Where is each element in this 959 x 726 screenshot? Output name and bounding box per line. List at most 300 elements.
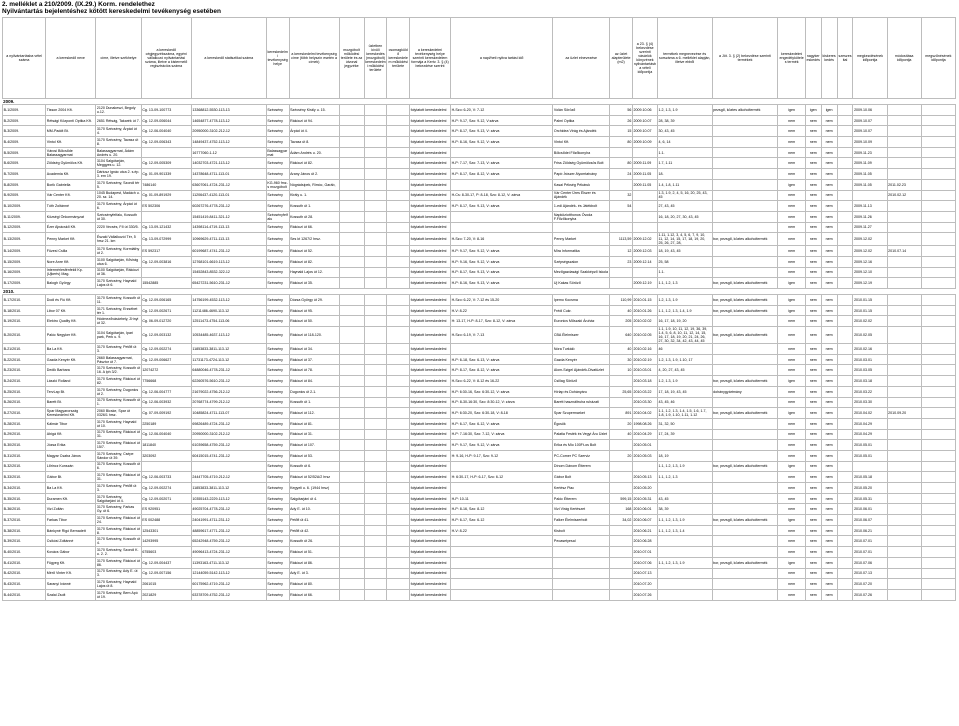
page-title — [0, 0, 959, 15]
table-cell-kiv — [364, 158, 387, 169]
table-cell-area — [610, 525, 633, 536]
table-cell-cs — [387, 246, 410, 257]
table-cell-prod: 27, 43, 45 — [657, 201, 712, 212]
table-cell-nagy: nem — [805, 246, 821, 257]
table-cell-n: B-35/2010. — [3, 493, 46, 504]
table-cell-addr: 3170 Szécsény, Árpád út 6. — [96, 201, 141, 212]
table-cell-area: 24 — [610, 169, 633, 180]
col-header: termékek megnevezése és sorszáma a 6. melléklet alapján, illetve ebből — [657, 18, 712, 99]
table-cell-mb — [339, 472, 364, 483]
table-cell-kiv — [364, 354, 387, 365]
table-cell-kis: nem — [821, 179, 837, 190]
table-cell-sz — [837, 327, 853, 344]
table-cell-eng: nem — [778, 579, 805, 590]
table-cell-shop: Orchidea Virág és Ajándék — [553, 126, 610, 137]
table-cell-kis: nem — [821, 515, 837, 526]
table-cell-stat: 14849437-4752-113-12 — [191, 137, 266, 148]
table-cell-area: 168 — [610, 504, 633, 515]
table-cell-cg: Cg. 12-09-002071 — [141, 493, 191, 504]
col-header: a 23. § (4) bekezdése szerinti vásárlók könyvének nyilvántartásba vételi időpontja — [632, 18, 657, 99]
table-cell-name: Spar Magyarország Kereskedelmi Kft. — [46, 408, 96, 419]
table-cell-n: B-37/2010. — [3, 515, 46, 526]
table-row — [3, 408, 956, 419]
table-cell-nagy: nem — [805, 158, 821, 169]
table-row — [3, 179, 956, 190]
table-cell-eng: igen — [778, 179, 805, 190]
table-cell-end — [921, 504, 955, 515]
table-cell-start: 2009.10.06 — [853, 105, 887, 116]
table-cell-mod — [887, 256, 921, 267]
table-cell-addr: 3170 Szécsény, Rákóczi út 31. — [96, 473, 140, 482]
table-cell-sz — [837, 137, 853, 148]
table-cell-prod: 16, 17, 18, 19, 20 — [657, 316, 712, 327]
table-cell-prod: 43, 45, 46 — [657, 397, 712, 408]
table-cell-cg: Cg. 12-09-004437 — [141, 557, 191, 568]
table-cell-kiv — [364, 461, 387, 472]
table-cell-date: 2010.07.26 — [632, 589, 657, 600]
table-cell-loc: Arany János út 2. — [289, 169, 339, 180]
table-cell-jov — [712, 589, 778, 600]
col-header: a kereskedő cégjegyzékszáma, egyéni vállalkozó nyilvántartási száma, illetve a kistermelő regisztrációs száma — [141, 18, 191, 99]
table-cell-form: folytatott kereskedelmi — [410, 354, 451, 365]
table-cell-name: Vizi Zoltán — [46, 504, 96, 515]
table-cell-jov — [712, 504, 778, 515]
table-cell-loc: Ady E. út 3. — [289, 568, 339, 579]
table-cell-end — [921, 115, 955, 126]
table-cell-n: B-2/2009. — [3, 115, 46, 126]
table-cell-nagy: nem — [805, 557, 821, 568]
table-cell-area — [610, 278, 633, 289]
table-cell-start: 2009.11.27 — [853, 222, 887, 233]
table-cell-cg: ES 920951 — [141, 504, 191, 515]
table-cell-nagy: nem — [805, 376, 821, 387]
table-cell-mb — [339, 408, 364, 419]
table-cell-hours: H-P: 9-16, Szo: 9-12, V: zárva — [450, 256, 552, 267]
table-cell-kiv — [364, 408, 387, 419]
table-cell-mb — [339, 169, 364, 180]
table-cell-area — [610, 568, 633, 579]
table-cell-cg: Cg. 12-09-002671 — [141, 305, 191, 316]
table-cell-place: Szécsény — [266, 429, 289, 440]
table-cell-area: 891 — [610, 408, 633, 419]
table-cell-nagy: nem — [805, 126, 821, 137]
table-cell-n: B-13/2009. — [3, 233, 46, 246]
table-row — [3, 169, 956, 180]
table-cell-mb — [339, 589, 364, 600]
table-cell-eng: nem — [778, 429, 805, 440]
table-cell-stat: 11206437-4120-113-01 — [191, 190, 266, 201]
table-cell-nagy: nem — [805, 472, 821, 483]
table-cell-place: Szécsény — [266, 233, 289, 246]
table-cell-form: folytatott kereskedelmi — [410, 327, 451, 344]
table-cell-loc: Rákóczi út 81. — [289, 418, 339, 429]
table-cell-jov — [712, 256, 778, 267]
table-cell-addr: 3104 Salgótarján, Ipari park, Perk u. 9. — [96, 327, 141, 344]
table-cell-loc: Rákóczi út 51. — [289, 547, 339, 558]
table-cell-place: Szécsény — [266, 278, 289, 289]
table-cell-hours: H-P: 6-17, Szo: 6-12 — [450, 515, 552, 526]
table-cell-mb — [339, 211, 364, 222]
table-cell-n: B-10/2009. — [3, 201, 46, 212]
table-cell-shop: Égcsök — [553, 418, 610, 429]
table-cell-addr: Dáriusz Ignác utca 2. s.ép. 3. em 19. — [96, 169, 140, 178]
table-cell-start: 2010.01.15 — [853, 295, 887, 306]
col-header: kereskedelmi engedélyköteles termék — [778, 18, 805, 99]
table-cell-sz — [837, 418, 853, 429]
col-header: a kereskedő statisztikai száma — [191, 18, 266, 99]
table-cell-mb — [339, 418, 364, 429]
table-cell-place: Szécsény — [266, 256, 289, 267]
table-cell-shop: 1-edi Ajándék- és Játékbolt — [553, 201, 610, 212]
table-cell-addr: Északi Vállalkozói Tér, 5 hrsz 21. km — [96, 233, 141, 246]
table-cell-date: 2010.04.29 — [632, 429, 657, 440]
table-cell-shop — [553, 547, 610, 558]
table-cell-loc: Kossuth út 1. — [289, 201, 339, 212]
table-cell-end — [921, 246, 955, 257]
table-cell-kiv — [364, 344, 387, 355]
table-cell-mod — [887, 211, 921, 222]
table-cell-cs — [387, 440, 410, 451]
table-cell-jov: dohánygyártmány — [712, 386, 778, 397]
table-cell-jov — [712, 126, 778, 137]
table-cell-place: Szécsény — [266, 354, 289, 365]
table-cell-kiv — [364, 376, 387, 387]
table-cell-area: 23 — [610, 256, 633, 267]
table-cell-cs — [387, 429, 410, 440]
table-cell-hours: H-P: 8-17, Szo: 8-12, V: zárva — [450, 169, 552, 180]
table-cell-mb — [339, 376, 364, 387]
col-header: a kereskedelmi tevékenység címe (több helyszín esetén a címek) — [289, 18, 339, 99]
table-cell-end — [921, 450, 955, 461]
table-cell-shop: Gábor Bolt — [553, 472, 610, 483]
table-cell-date: 2009.12.03 — [632, 246, 657, 257]
table-cell-cs — [387, 295, 410, 306]
table-cell-start: 2009.10.07 — [853, 115, 887, 126]
table-cell-addr: Balassagyarmat, Ádám Andrés u. 20. — [96, 147, 141, 158]
table-cell-addr: 3170 Szécsény, Rákóczi út 15/7. — [96, 441, 140, 450]
table-cell-jov — [712, 525, 778, 536]
table-cell-cs — [387, 327, 410, 344]
table-cell-jov: bor, pezsgő, köztes alkoholtermék — [712, 278, 778, 289]
table-cell-shop: Gazda Kenyér — [553, 354, 610, 365]
table-cell-mod — [887, 440, 921, 451]
table-cell-end — [921, 256, 955, 267]
table-cell-name: Városi Bölcsőde Balassagyarmat — [46, 147, 96, 158]
table-cell-form: folytatott kereskedelmi — [410, 589, 451, 600]
table-cell-form: folytatott kereskedelmi — [410, 158, 451, 169]
table-cell-eng: nem — [778, 256, 805, 267]
table-cell-end — [921, 397, 955, 408]
table-cell-place: Szécsény — [266, 547, 289, 558]
table-cell-date: 2010.02.02 — [632, 316, 657, 327]
table-cell-loc: Nógrádsipek, Rimóc, Garáb, — [289, 179, 339, 190]
table-cell-form: folytatott kereskedelmi — [410, 568, 451, 579]
table-cell-nagy: nem — [805, 515, 821, 526]
table-cell-name: Gazda Kenyér Kft. — [46, 354, 96, 365]
table-cell-addr: 3170 Szécsény, Csépe Sándor út 39. — [96, 450, 141, 461]
table-cell-shop: Friss Zöldség Gyümölcsös Bolt — [553, 158, 610, 169]
table-cell-shop — [553, 222, 610, 233]
table-cell-prod: 4, 20, 27, 43, 45 — [657, 365, 712, 376]
table-cell-loc: Rákóczi út 37. — [289, 354, 339, 365]
table-cell-place: Szécsény — [266, 557, 289, 568]
table-cell-hours: H: 13-17, H-P: 8-17, Szo: 8-12, V: zárva — [450, 316, 552, 327]
table-cell-kis: nem — [821, 589, 837, 600]
table-cell-n: B-41/2010. — [3, 557, 46, 568]
table-cell-place: Szécsényfelfalu — [267, 212, 288, 221]
table-cell-cg: 1811840 — [141, 440, 191, 451]
table-cell-date: 2010.06.28 — [632, 536, 657, 547]
table-cell-nagy: nem — [805, 418, 821, 429]
table-cell-end — [921, 105, 955, 116]
table-cell-addr: 3170 Szécsény, Rákóczi út 86. — [96, 558, 140, 567]
table-cell-shop: Dínom Dánom Étterem — [553, 461, 610, 472]
table-cell-sz — [837, 450, 853, 461]
table-cell-sz — [837, 267, 853, 278]
table-cell-start: 2010.02.02 — [853, 316, 887, 327]
table-cell-hours: H-P: 7-17, Szo: 7-13, V: zárva — [450, 158, 552, 169]
table-cell-date: 2010.07.13 — [632, 568, 657, 579]
table-cell-date: 2010.05.13 — [632, 472, 657, 483]
table-cell-start: 2010.06.21 — [853, 525, 887, 536]
table-cell-end — [921, 365, 955, 376]
table-cell-end — [921, 461, 955, 472]
table-cell-cs — [387, 483, 410, 494]
table-cell-loc: Haynald Lajos út 12. — [289, 267, 339, 278]
table-cell-kiv — [364, 450, 387, 461]
table-cell-kiv — [364, 557, 387, 568]
table-cell-hours: H-P: 6:30-16, Szo: 6:30-12, V: zárva — [450, 386, 552, 397]
table-cell-addr: 3170 Szécsény, Haynald Lajos út 6. — [96, 278, 141, 289]
table-cell-prod: 1.4, 1.8, 1.11 — [657, 179, 712, 190]
table-cell-form: folytatott kereskedelmi — [410, 515, 451, 526]
table-cell-name: Barett Bt. — [46, 397, 96, 408]
table-cell-nagy: nem — [805, 267, 821, 278]
table-cell-jov — [712, 201, 778, 212]
table-cell-loc: Rákóczi út 66. — [289, 589, 339, 600]
table-cell-jov: bor, pezsgő, köztes alkoholtermék — [712, 557, 778, 568]
table-cell-start: 2009.12.02 — [853, 233, 887, 246]
table-cell-addr: 3170 Szécsény, Kossuth út 6. — [96, 462, 141, 471]
table-cell-jov — [712, 158, 778, 169]
table-cell-sz — [837, 295, 853, 306]
table-cell-eng: igen — [778, 278, 805, 289]
table-cell-stat: 12144059-5142-113-12 — [191, 568, 266, 579]
table-row — [3, 461, 956, 472]
table-cell-kiv — [364, 126, 387, 137]
table-cell-mod — [887, 316, 921, 327]
table-cell-form: folytatott kereskedelmi — [410, 211, 451, 222]
table-cell-area — [610, 267, 633, 278]
table-cell-end — [921, 429, 955, 440]
table-cell-addr: 3170 Szécsény, Kossuth út 11. — [96, 295, 141, 304]
table-cell-date: 2010.03.18 — [632, 376, 657, 387]
table-cell-jov — [712, 397, 778, 408]
col-header: csomagküldő kereskedelem működési területe — [387, 18, 410, 99]
table-cell-cs — [387, 201, 410, 212]
table-cell-eng: nem — [778, 267, 805, 278]
table-cell-hours — [450, 557, 552, 568]
table-cell-nagy: nem — [805, 233, 821, 246]
table-cell-eng: nem — [778, 472, 805, 483]
table-cell-jov — [712, 493, 778, 504]
table-cell-addr: Szécsényfelfalu, Kossuth út 30. — [96, 211, 141, 222]
table-cell-end — [921, 579, 955, 590]
table-cell-form: folytatott kereskedelmi — [410, 365, 451, 376]
table-cell-nagy: nem — [805, 115, 821, 126]
table-cell-kiv — [364, 472, 387, 483]
table-cell-cg: Cg. 12-06-004040 — [141, 126, 191, 137]
table-cell-cs — [387, 365, 410, 376]
table-cell-jov — [712, 267, 778, 278]
table-cell-area — [610, 147, 633, 158]
table-cell-area: 25,65 — [610, 386, 633, 397]
table-cell-kiv — [364, 115, 387, 126]
table-cell-n: B-34/2010. — [3, 483, 46, 494]
table-cell-stat: 48859617-4771-231-12 — [191, 525, 266, 536]
table-cell-area: 1113,59 — [610, 233, 633, 246]
table-cell-place: Szécsény — [266, 327, 289, 344]
table-row — [3, 493, 956, 504]
table-cell-date: 2009.10.06 — [632, 105, 657, 116]
col-header: a kereskedő neve — [46, 18, 96, 99]
table-cell-end — [921, 483, 955, 494]
table-cell-loc: Király u. 1. — [289, 190, 339, 201]
table-cell-jov — [712, 137, 778, 148]
table-cell-sz — [837, 105, 853, 116]
table-row — [3, 376, 956, 387]
table-cell-addr: 3170 Szécsény, Salgótarjáni út 4. — [96, 493, 141, 504]
table-cell-eng: nem — [778, 190, 805, 201]
table-cell-addr: 3170 Szécsény, Haynald út 10. — [96, 418, 141, 429]
table-cell-kiv — [364, 397, 387, 408]
table-cell-kis: nem — [821, 365, 837, 376]
table-cell-eng: nem — [778, 525, 805, 536]
table-cell-mod — [887, 354, 921, 365]
table-cell-name: MM-Paddt Bt. — [46, 126, 96, 137]
table-cell-name: Józsa Erika — [46, 440, 96, 451]
table-cell-sz — [837, 158, 853, 169]
table-cell-prod — [657, 568, 712, 579]
table-row — [3, 536, 956, 547]
table-cell-cs — [387, 105, 410, 116]
table-cell-area — [610, 557, 633, 568]
table-cell-loc: Rákóczi út 112. — [289, 408, 339, 419]
table-cell-form: folytatott kereskedelmi — [410, 557, 451, 568]
table-cell-shop: Csillag Söröző — [553, 376, 610, 387]
table-cell-kis: nem — [821, 126, 837, 137]
table-row — [3, 211, 956, 222]
table-cell-cg: Cg. 13-09-100773 — [141, 105, 191, 116]
table-cell-sz — [837, 256, 853, 267]
table-cell-shop: Uj Kakas Söröző — [553, 278, 610, 289]
table-cell-cs — [387, 316, 410, 327]
table-cell-start: 2010.06.07 — [853, 515, 887, 526]
table-cell-nagy: nem — [805, 579, 821, 590]
table-cell-addr: 3170 Szécsény, Kormiáthy út 2. — [96, 247, 140, 256]
table-cell-loc: Rákóczi út 84. — [289, 376, 339, 387]
table-cell-date: 2010.02.19 — [632, 354, 657, 365]
table-cell-end — [921, 316, 955, 327]
table-cell-start: 2010.03.05 — [853, 365, 887, 376]
table-cell-kiv — [364, 256, 387, 267]
table-cell-place: Szécsény — [266, 493, 289, 504]
table-cell-date: 2009.12.14 — [632, 256, 657, 267]
table-cell-name: Intermérlesfénfeldi Kp. (Ujkertv) Mag. — [46, 267, 96, 278]
table-cell-date: 2010.03.30 — [632, 397, 657, 408]
table-cell-eng: nem — [778, 536, 805, 547]
table-cell-kiv — [364, 365, 387, 376]
table-cell-prod: 1.1. — [657, 267, 712, 278]
table-cell-place: Szécsény — [266, 579, 289, 590]
table-cell-cs — [387, 472, 410, 483]
table-row — [3, 504, 956, 515]
table-cell-place: KG-960 fmz-s mozgóbolt — [267, 180, 288, 189]
table-cell-date: 2010.07.20 — [632, 579, 657, 590]
table-cell-sz — [837, 493, 853, 504]
table-cell-mod — [887, 450, 921, 461]
table-cell-kiv — [364, 267, 387, 278]
table-cell-jov: pezsgő, köztes alkoholtermék — [712, 105, 778, 116]
table-cell-mod — [887, 158, 921, 169]
table-cell-form: folytatott kereskedelmi — [410, 256, 451, 267]
table-cell-mod — [887, 557, 921, 568]
table-cell-hours — [450, 547, 552, 558]
table-cell-date: 2010.03.01 — [632, 365, 657, 376]
table-cell-kiv — [364, 246, 387, 257]
table-cell-eng: nem — [778, 211, 805, 222]
table-cell-area: 40 — [610, 429, 633, 440]
table-cell-date: 2010.03.22 — [632, 386, 657, 397]
table-cell-mb — [339, 568, 364, 579]
table-cell-jov — [712, 365, 778, 376]
table-row — [3, 295, 956, 306]
table-cell-mod — [887, 589, 921, 600]
table-row — [3, 365, 956, 376]
table-cell-mod — [887, 137, 921, 148]
year-label: 2009. — [3, 99, 956, 105]
table-cell-eng: igen — [778, 408, 805, 419]
table-cell-name: TervLap Bt. — [46, 386, 96, 397]
table-cell-mod — [887, 483, 921, 494]
table-cell-loc: Dugonics út 2-1. — [289, 386, 339, 397]
table-cell-eng: igen — [778, 515, 805, 526]
table-cell-n: B-16/2009. — [3, 267, 46, 278]
table-cell-nagy: nem — [805, 278, 821, 289]
table-cell-kis: nem — [821, 547, 837, 558]
table-cell-stat: 49096413-4724-231-12 — [191, 547, 266, 558]
table-cell-name: Tóth Zoltánné — [46, 201, 96, 212]
table-cell-hours: H-Cs: 8-30-17, P: 8-18, Szo: 8-12, V: zárva — [450, 190, 552, 201]
table-cell-hours: H-P: 8-17, Szo: 9-13, V: zárva — [450, 201, 552, 212]
table-cell-hours — [450, 344, 552, 355]
table-cell-kis: nem — [821, 233, 837, 246]
table-cell-kis: nem — [821, 137, 837, 148]
table-row — [3, 525, 956, 536]
table-cell-place: Szécsény — [266, 126, 289, 137]
table-cell-cg: 2021829 — [141, 589, 191, 600]
table-cell-hours: H: 6:30-17, H-P: 6-17, Szo: 6-12 — [450, 472, 552, 483]
table-cell-mb — [339, 256, 364, 267]
table-cell-cg: 7756668 — [141, 376, 191, 387]
table-cell-start: 2009.12.10 — [853, 267, 887, 278]
table-cell-area — [610, 472, 633, 483]
table-cell-kiv — [364, 327, 387, 344]
table-cell-start: 2010.02.16 — [853, 344, 887, 355]
table-cell-mod: 2010.07.14 — [887, 246, 921, 257]
table-cell-stat: 11393163-4711-113-12 — [191, 557, 266, 568]
table-cell-addr: 3170 Szécsény, Haynald Lajos út 8. — [96, 579, 141, 590]
